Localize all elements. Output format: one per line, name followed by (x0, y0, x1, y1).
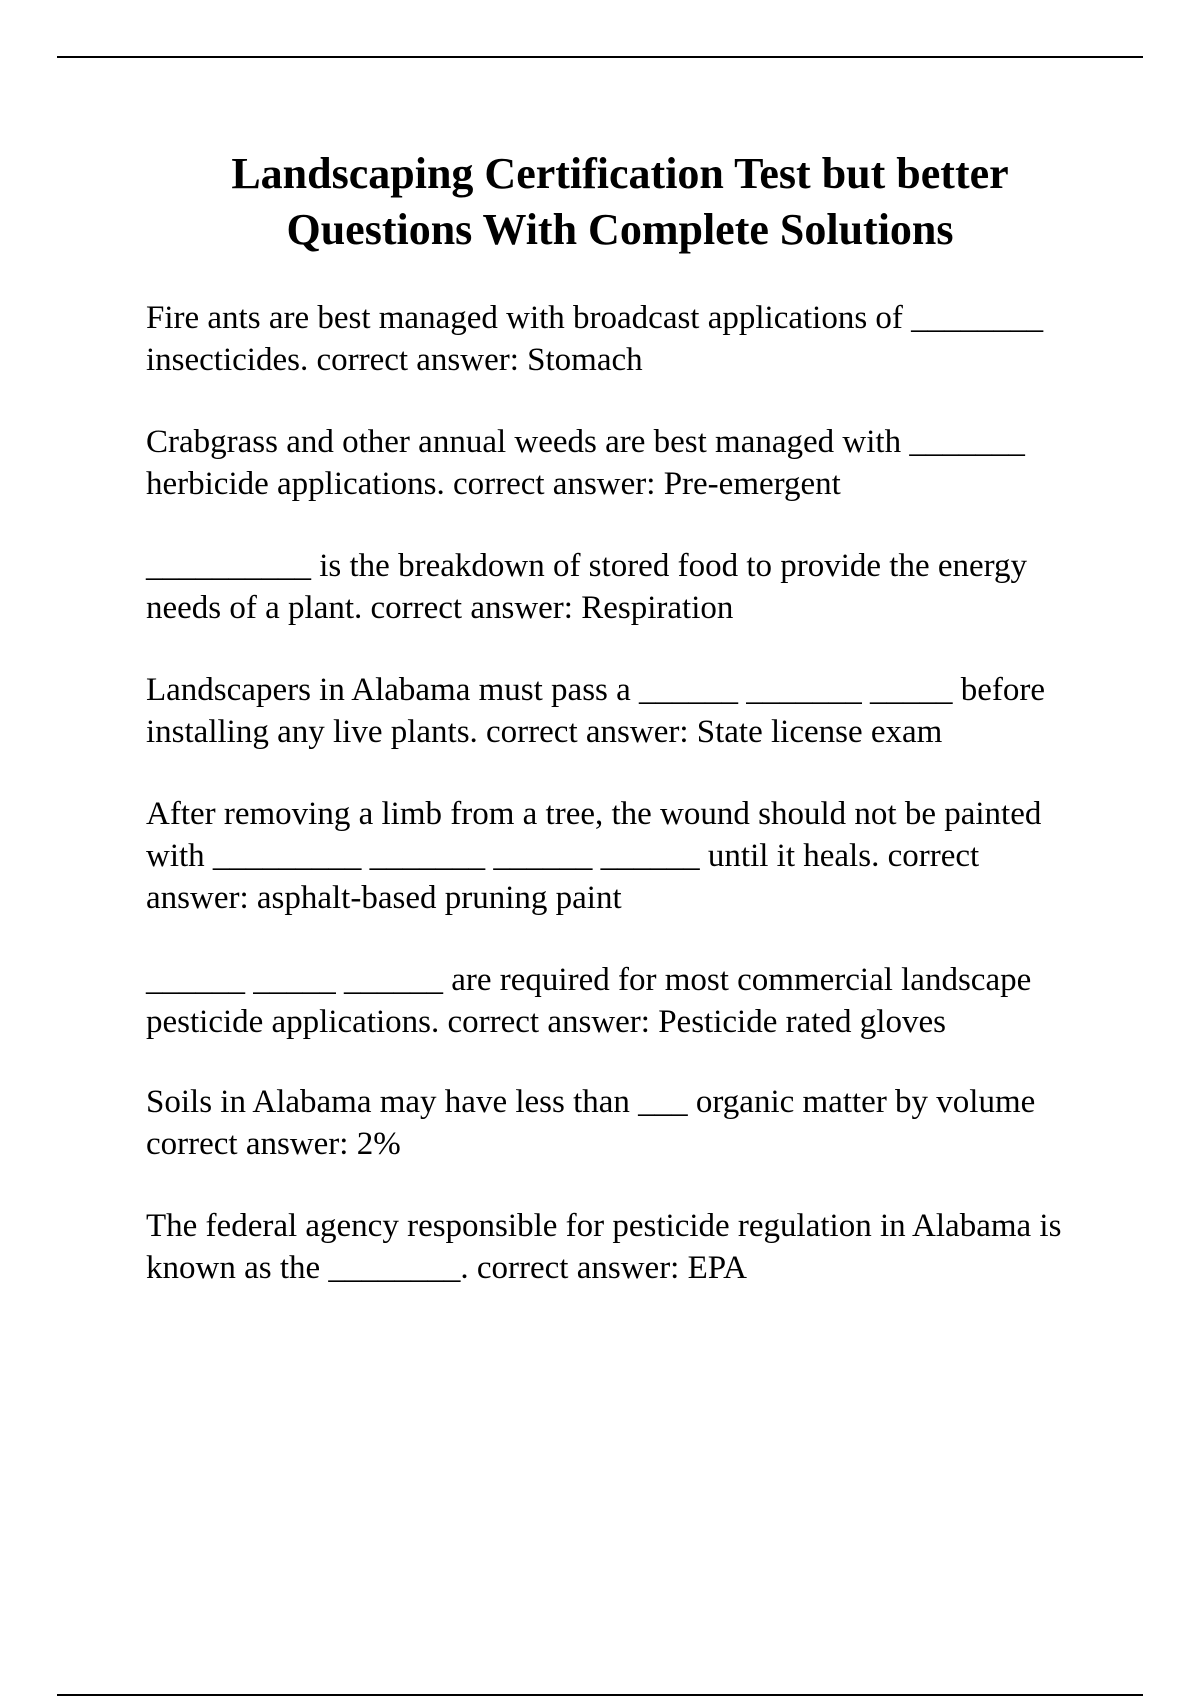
title-line-2: Questions With Complete Solutions (286, 205, 954, 254)
title-line-1: Landscaping Certification Test but better (231, 149, 1009, 198)
page-title (100, 146, 1140, 258)
bottom-divider (57, 1694, 1143, 1696)
question-item: The federal agency responsible for pesticide regulation in Alabama is known as the ________. correct answer: EPA (146, 1208, 1062, 1286)
question-item: Landscapers in Alabama must pass a ______ _______ _____ before installing any live plants. correct answer: State license exam (146, 672, 1046, 750)
question-item: After removing a limb from a tree, the wound should not be painted with _________ _______ ______ ______ until it heals. correct answer: asphalt-based pruning paint (146, 796, 1042, 916)
question-list (146, 297, 1086, 1329)
question-item: __________ is the breakdown of stored food to provide the energy needs of a plant. correct answer: Respiration (146, 548, 1028, 626)
question-item: Fire ants are best managed with broadcast applications of ________ insecticides. correct answer: Stomach (146, 300, 1044, 378)
question-item: Crabgrass and other annual weeds are best managed with _______ herbicide applications. correct answer: Pre-emergent (146, 424, 1025, 502)
top-divider (57, 56, 1143, 58)
question-item: Soils in Alabama may have less than ___ organic matter by volume correct answer: 2% (146, 1084, 1036, 1162)
question-item: ______ _____ ______ are required for most commercial landscape pesticide applications. correct answer: Pesticide rated gloves (146, 962, 1032, 1040)
